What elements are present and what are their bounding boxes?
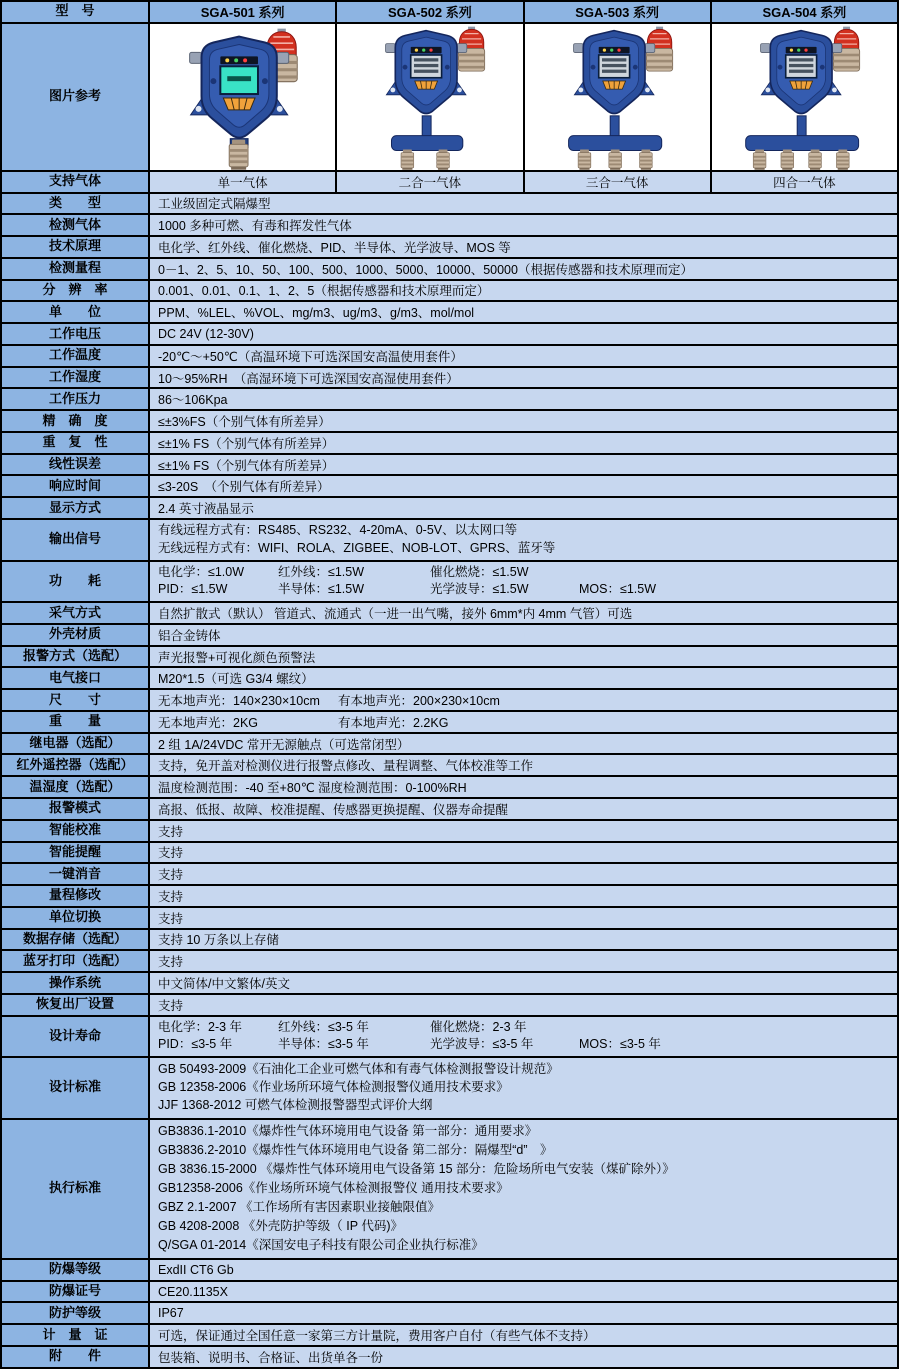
gas-count-4in1: 四合一气体	[773, 175, 836, 190]
standard-line: GB 12358-2006《作业场所环境气体检测报警仪通用技术要求》	[158, 1079, 509, 1094]
row-label: 智能校准	[2, 821, 150, 841]
gas-sensor-icon	[808, 149, 821, 169]
life-pid: PID：≤3-5 年	[158, 1037, 233, 1052]
gas-sensor-icon	[836, 149, 849, 169]
row-label: 智能提醒	[2, 843, 150, 863]
row-value: 2.4 英寸液晶显示	[158, 502, 254, 517]
spec-row-type	[2, 192, 897, 214]
image-row-label: 图片参考	[2, 24, 150, 170]
row-value: 高报、低报、故障、校准提醒、传感器更换提醒、仪器寿命提醒	[158, 802, 509, 817]
row-label: 量程修改	[2, 886, 150, 906]
row-label: 一键消音	[2, 864, 150, 884]
spec-row-principle	[2, 235, 897, 257]
row-label: 检测气体	[2, 215, 150, 235]
spec-row-alarm-modes	[2, 797, 897, 819]
spec-row-resolution	[2, 279, 897, 301]
lifespan-line-1	[158, 1021, 889, 1035]
spec-row-relay	[2, 732, 897, 754]
row-value: 铝合金铸体	[158, 628, 221, 643]
row-value: 0－1、2、5、10、50、100、500、1000、5000、10000、50000（根据传感器和技术原理而定）	[158, 262, 693, 277]
row-value: 可选，保证通过全国任意一家第三方计量院，费用客户自付（有些气体不支持）	[158, 1329, 596, 1344]
row-value: ≤±1% FS（个别气体有所差异）	[158, 458, 335, 473]
spec-row-linearity	[2, 453, 897, 475]
row-value: M20*1.5（可选 G3/4 螺纹）	[158, 672, 314, 687]
standard-line: Q/SGA 01-2014《深国安电子科技有限公司企业执行标准》	[158, 1237, 484, 1252]
life-semiconductor: 半导体：≤3-5 年	[278, 1037, 369, 1052]
spec-row-range-modify	[2, 884, 897, 906]
life-optical: 光学波导：≤3-5 年	[430, 1037, 534, 1052]
row-value: DC 24V (12-30V)	[158, 327, 254, 341]
row-label: 工作湿度	[2, 368, 150, 388]
power-pid: PID：≤1.5W	[158, 582, 228, 597]
row-value: 2 组 1A/24VDC 常开无源触点（可选常闭型）	[158, 737, 410, 752]
row-label: 继电器（选配）	[2, 734, 150, 754]
gas-sensor-icon	[781, 149, 794, 169]
spec-row-work-humidity	[2, 366, 897, 388]
spec-row-ir-remote	[2, 753, 897, 775]
spec-row-pressure	[2, 387, 897, 409]
wired-output-line: 有线远程方式有：RS485、RS232、4-20mA、0-5V、以太网口等	[158, 523, 518, 538]
power-line-2	[158, 583, 889, 597]
gas-count-3in1: 三合一气体	[525, 172, 712, 192]
device-illustration-icon	[337, 24, 522, 170]
wireless-output-line: 无线远程方式有：WIFI、ROLA、ZIGBEE、NOB-LOT、GPRS、蓝牙等	[158, 540, 556, 555]
gas-count-single: 单一气体	[150, 172, 337, 192]
row-label: 报警方式（选配）	[2, 647, 150, 667]
row-label: 电气接口	[2, 668, 150, 688]
gas-sensor-icon	[753, 149, 766, 169]
row-value	[150, 562, 897, 602]
spec-row-size	[2, 688, 897, 710]
size-with-sounder: 有本地声光：200×230×10cm	[338, 694, 500, 709]
row-label: 采气方式	[2, 603, 150, 623]
device-illustration-icon	[150, 24, 335, 170]
size-no-sounder: 无本地声光：140×230×10cm	[158, 694, 320, 709]
spec-row-electrical-port	[2, 666, 897, 688]
weight-no-sounder: 无本地声光：2KG	[158, 715, 259, 730]
row-value: 声光报警+可视化颜色预警法	[158, 650, 316, 665]
standard-line: GB3836.2-2010《爆炸性气体环境用电气设备 第二部分：隔爆型“d” 》	[158, 1142, 553, 1157]
spec-row-work-temp	[2, 344, 897, 366]
spec-row-os-language	[2, 971, 897, 993]
row-label: 分 辨 率	[2, 281, 150, 301]
row-value: 10～95%RH （高湿环境下可选深国安高湿使用套件）	[158, 371, 459, 386]
model-column-sga-502: SGA-502 系列	[337, 2, 524, 22]
row-label: 重 量	[2, 712, 150, 732]
row-value: CE20.1135X	[158, 1284, 228, 1299]
row-value: ≤3-20S （个别气体有所差异）	[158, 480, 330, 495]
life-catalytic: 催化燃烧：2-3 年	[430, 1019, 527, 1034]
device-image-sga-502	[337, 24, 524, 170]
spec-row-data-storage	[2, 928, 897, 950]
row-label: 设计标准	[2, 1058, 150, 1117]
row-value: 支持	[158, 998, 184, 1013]
model-header-label: 型 号	[2, 2, 150, 22]
spec-row-weight	[2, 710, 897, 732]
row-label: 附 件	[2, 1347, 150, 1367]
row-label: 功 耗	[2, 562, 150, 602]
weight-with-sounder: 有本地声光：2.2KG	[338, 715, 449, 730]
row-value	[150, 1017, 897, 1057]
row-value: 1000 多种可燃、有毒和挥发性气体	[158, 219, 352, 234]
row-value	[150, 520, 897, 560]
spec-row-power	[2, 560, 897, 602]
row-label: 检测量程	[2, 259, 150, 279]
detector-body-icon	[573, 30, 654, 113]
row-value: IP67	[158, 1306, 184, 1321]
spec-row-housing	[2, 623, 897, 645]
power-catalytic: 催化燃烧：≤1.5W	[430, 564, 529, 579]
row-value: 支持	[158, 911, 184, 926]
detector-body-icon	[386, 30, 467, 113]
lifespan-line-2	[158, 1038, 889, 1052]
spec-row-design-standard	[2, 1056, 897, 1117]
gas-sensor-icon	[639, 149, 652, 169]
spec-row-smart-reminder	[2, 841, 897, 863]
row-value: 支持 10 万条以上存储	[158, 933, 279, 948]
device-image-sga-501	[150, 24, 337, 170]
standard-line: GB 3836.15-2000 《爆炸性气体环境用电气设备第 15 部分：危险场所电气安装（煤矿除外）》	[158, 1161, 675, 1176]
detector-body-icon	[760, 30, 841, 113]
spec-row-explosion-proof-grade	[2, 1258, 897, 1280]
row-label: 单 位	[2, 302, 150, 322]
spec-row-metering-cert	[2, 1323, 897, 1345]
device-illustration-icon	[712, 24, 897, 170]
row-label: 恢复出厂设置	[2, 995, 150, 1015]
row-label: 工作压力	[2, 389, 150, 409]
image-reference-row	[2, 22, 897, 170]
life-electrochem: 电化学：2-3 年	[158, 1019, 243, 1034]
row-label: 防护等级	[2, 1303, 150, 1323]
gas-sensor-icon	[608, 149, 621, 169]
row-label: 设计寿命	[2, 1017, 150, 1057]
spec-row-unit	[2, 300, 897, 322]
spec-row-response-time	[2, 474, 897, 496]
row-value: PPM、%LEL、%VOL、mg/m3、ug/m3、g/m3、mol/mol	[158, 306, 475, 321]
humidity-range: 湿度检测范围：0-100%RH	[318, 781, 467, 796]
row-value: ExdII CT6 Gb	[158, 1262, 234, 1277]
supported-gas-label: 支持气体	[2, 172, 150, 192]
spec-row-lifespan	[2, 1015, 897, 1057]
row-value: 支持	[158, 846, 184, 861]
device-illustration-icon	[525, 24, 710, 170]
row-label: 线性误差	[2, 455, 150, 475]
spec-row-sampling	[2, 601, 897, 623]
row-value: 支持，免开盖对检测仪进行报警点修改、量程调整、气体校准等工作	[158, 759, 534, 774]
life-infrared: 红外线：≤3-5 年	[278, 1019, 369, 1034]
row-value	[150, 1120, 897, 1258]
gas-count-2in1: 二合一气体	[337, 172, 524, 192]
spec-row-accuracy	[2, 409, 897, 431]
life-mos: MOS：≤3-5 年	[579, 1037, 661, 1052]
row-label: 报警模式	[2, 799, 150, 819]
row-label: 显示方式	[2, 498, 150, 518]
row-value: 中文简体/中文繁体/英文	[158, 977, 290, 991]
power-electrochem: 电化学：≤1.0W	[158, 564, 245, 579]
spec-row-range	[2, 257, 897, 279]
row-value: 自然扩散式（默认） 管道式、流通式（一进一出气嘴，接外 6mm*内 4mm 气管）可选	[158, 606, 633, 621]
row-value	[150, 1058, 897, 1117]
row-label: 数据存储（选配）	[2, 930, 150, 950]
gas-sensor-icon	[401, 149, 414, 169]
standard-line: GB3836.1-2010《爆炸性气体环境用电气设备 第一部分：通用要求》	[158, 1123, 538, 1138]
spec-row-unit-switch	[2, 906, 897, 928]
row-label: 操作系统	[2, 973, 150, 993]
row-label: 单位切换	[2, 908, 150, 928]
row-value: 工业级固定式隔爆型	[158, 197, 271, 212]
standard-line: GB 4208-2008 《外壳防护等级（ IP 代码)》	[158, 1218, 403, 1233]
spec-row-alarm-method	[2, 645, 897, 667]
row-value: 86～106Kpa	[158, 393, 228, 408]
spec-row-smart-calibration	[2, 819, 897, 841]
spec-row-bluetooth-print	[2, 949, 897, 971]
supported-gas-row	[2, 170, 897, 192]
row-label: 执行标准	[2, 1120, 150, 1258]
row-value: 支持	[158, 955, 184, 970]
row-label: 防爆等级	[2, 1260, 150, 1280]
row-value: ≤±3%FS（个别气体有所差异）	[158, 415, 331, 430]
standard-line: GB 50493-2009《石油化工企业可燃气体和有毒气体检测报警设计规范》	[158, 1061, 559, 1076]
row-value: 支持	[158, 889, 184, 904]
row-value: 电化学、红外线、催化燃烧、PID、半导体、光学波导、MOS 等	[158, 240, 511, 255]
row-label: 响应时间	[2, 476, 150, 496]
row-value: -20℃～+50℃（高温环境下可选深国安高温使用套件）	[158, 349, 463, 364]
power-mos: MOS：≤1.5W	[579, 582, 657, 597]
row-label: 计 量 证	[2, 1325, 150, 1345]
standard-line: JJF 1368-2012 可燃气体检测报警器型式评价大纲	[158, 1098, 433, 1113]
device-image-sga-503	[525, 24, 712, 170]
row-value: 支持	[158, 868, 184, 883]
spec-row-detect-gas	[2, 213, 897, 235]
gas-sensor-icon	[578, 149, 591, 169]
row-label: 工作温度	[2, 346, 150, 366]
row-value	[150, 712, 897, 732]
spec-row-accessories	[2, 1345, 897, 1367]
temp-range: 温度检测范围：-40 至+80℃	[158, 781, 315, 796]
row-value	[150, 777, 897, 797]
row-label: 温湿度（选配）	[2, 777, 150, 797]
row-label: 红外遥控器（选配）	[2, 755, 150, 775]
gas-sensor-icon	[229, 139, 248, 169]
row-label: 类 型	[2, 194, 150, 214]
detector-body-icon	[190, 36, 289, 147]
row-label: 防爆证号	[2, 1282, 150, 1302]
row-label: 外壳材质	[2, 625, 150, 645]
model-column-sga-503: SGA-503 系列	[525, 2, 712, 22]
row-value: 0.001、0.01、0.1、1、2、5（根据传感器和技术原理而定）	[158, 284, 490, 299]
model-column-sga-501: SGA-501 系列	[150, 2, 337, 22]
spec-row-output-signal	[2, 518, 897, 560]
power-optical: 光学波导：≤1.5W	[430, 582, 529, 597]
row-label: 输出信号	[2, 520, 150, 560]
spec-row-repeatability	[2, 431, 897, 453]
model-column-sga-504: SGA-504 系列	[712, 2, 897, 22]
spec-row-voltage	[2, 322, 897, 344]
row-label: 蓝牙打印（选配）	[2, 951, 150, 971]
row-label: 技术原理	[2, 237, 150, 257]
row-value: 支持	[158, 824, 184, 839]
gas-sensor-icon	[437, 149, 450, 169]
row-value: 包装箱、说明书、合格证、出货单各一份	[158, 1350, 384, 1365]
spec-row-one-key-mute	[2, 862, 897, 884]
spec-row-factory-reset	[2, 993, 897, 1015]
row-value	[150, 690, 897, 710]
spec-row-display	[2, 496, 897, 518]
spec-row-exec-standard	[2, 1118, 897, 1258]
row-label: 重 复 性	[2, 433, 150, 453]
row-label: 精 确 度	[2, 411, 150, 431]
row-value: ≤±1% FS（个别气体有所差异）	[158, 436, 335, 451]
row-label: 工作电压	[2, 324, 150, 344]
spec-row-temp-humidity-option	[2, 775, 897, 797]
standard-line: GB12358-2006《作业场所环境气体检测报警仪 通用技术要求》	[158, 1180, 509, 1195]
power-semiconductor: 半导体：≤1.5W	[278, 582, 365, 597]
device-image-sga-504	[712, 24, 897, 170]
standard-line: GBZ 2.1-2007 《工作场所有害因素职业接触限值》	[158, 1199, 440, 1214]
power-infrared: 红外线：≤1.5W	[278, 564, 365, 579]
spec-row-explosion-proof-cert	[2, 1280, 897, 1302]
model-header-row	[2, 2, 897, 22]
row-label: 尺 寸	[2, 690, 150, 710]
spec-row-ip-rating	[2, 1301, 897, 1323]
power-line-1	[158, 566, 889, 580]
